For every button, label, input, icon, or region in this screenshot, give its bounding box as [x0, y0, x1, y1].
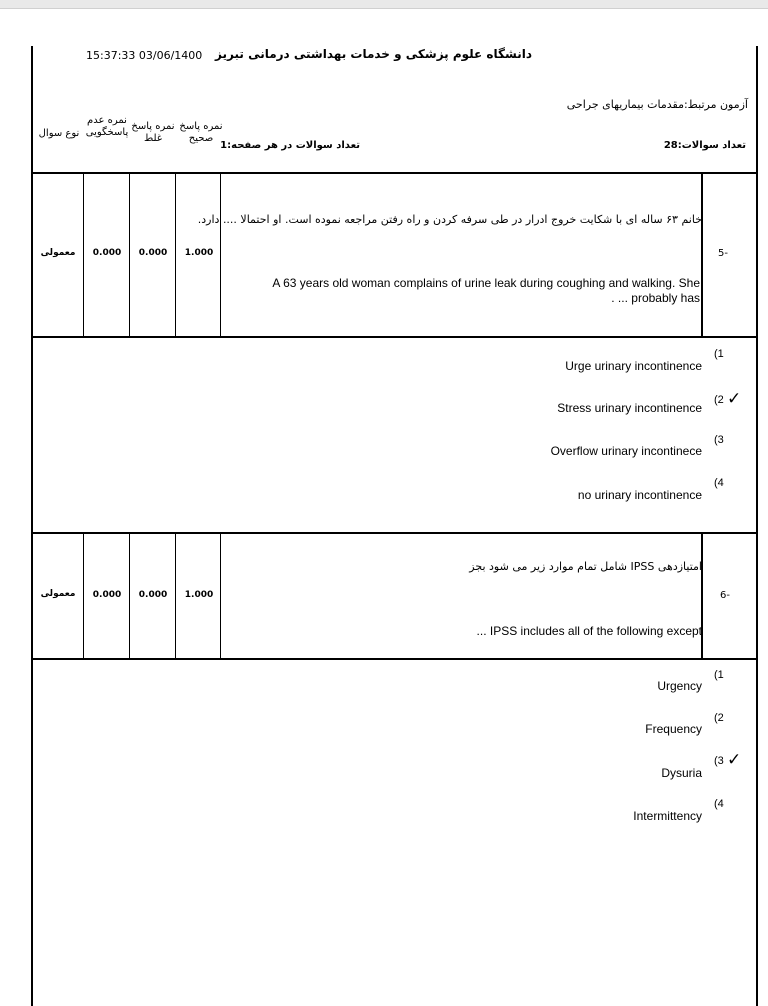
q6-option-2-number: (2 [714, 712, 724, 724]
question-6-correct-score: 1.000 [184, 590, 214, 600]
q5-option-4-text[interactable]: no urinary incontinence [577, 488, 702, 502]
column-header-no-answer: نمره عدم پاسخگویی [85, 115, 129, 138]
column-header-correct: نمره پاسخ صحیح [179, 121, 223, 144]
question-6-no-answer-score: 0.000 [92, 590, 122, 600]
question-count: تعداد سوالات:28 [663, 140, 746, 151]
q5-option-1-text[interactable]: Urge urinary incontinence [565, 359, 702, 373]
question-5-number: 5- [718, 248, 728, 259]
q6-option-4-text[interactable]: Intermittency [633, 809, 702, 823]
q6-option-4-number: (4 [714, 798, 724, 810]
q5-option-1-number: (1 [714, 348, 724, 360]
q6-option-3-number: (3 [714, 755, 724, 767]
timestamp: 15:37:33 03/06/1400 [86, 49, 203, 62]
q5-option-4-number: (4 [714, 477, 724, 489]
q5-option-2-text[interactable]: Stress urinary incontinence [557, 401, 702, 415]
question-5-type: معمولی [40, 248, 76, 258]
page-frame [31, 46, 758, 1006]
question-6-type: معمولی [40, 589, 76, 599]
question-6-text-fa: امتیازدهی IPSS شامل تمام موارد زیر می شود بجز [469, 560, 702, 573]
divider [701, 172, 703, 337]
question-6-wrong-score: 0.000 [138, 590, 168, 600]
q6-option-3-text[interactable]: Dysuria [661, 766, 702, 780]
q5-option-3-number: (3 [714, 434, 724, 446]
question-5-no-answer-score: 0.000 [92, 248, 122, 258]
question-5-text-fa: خانم ۶۳ ساله ای با شکایت خروج ادرار در طی سرفه کردن و راه رفتن مراجعه نموده است. او احتمالا .... دارد. [197, 213, 702, 226]
q6-option-2-text[interactable]: Frequency [645, 722, 702, 736]
university-title: دانشگاه علوم پزشکی و خدمات بهداشتی درمانی تبریز [215, 47, 532, 61]
questions-per-page: تعداد سوالات در هر صفحه:1 [220, 140, 360, 151]
divider [701, 532, 703, 659]
question-5-text-en-line1: A 63 years old woman complains of urine leak during coughing and walking. She [272, 276, 700, 290]
exam-subject: آزمون مرتبط:مقدمات بیماریهای جراحی [566, 98, 748, 111]
q5-option-2-number: (2 [714, 394, 724, 406]
q5-correct-check-icon: ✓ [727, 389, 742, 409]
question-5-bottom-border [31, 336, 758, 338]
question-6-top-border [31, 532, 758, 534]
question-6-bottom-border [31, 658, 758, 660]
q6-correct-check-icon: ✓ [727, 750, 742, 770]
q6-option-1-number: (1 [714, 669, 724, 681]
question-5-correct-score: 1.000 [184, 248, 214, 258]
column-header-type: نوع سوال [38, 128, 80, 139]
q6-option-1-text[interactable]: Urgency [657, 679, 702, 693]
column-header-wrong: نمره پاسخ غلط [131, 121, 175, 144]
question-5-wrong-score: 0.000 [138, 248, 168, 258]
q5-option-3-text[interactable]: Overflow urinary incontinece [550, 444, 702, 458]
question-5-text-en-line2: probably has ... . [611, 291, 700, 305]
question-6-number: 6- [720, 590, 730, 601]
question-6-text-en: IPSS includes all of the following except ... [476, 624, 702, 638]
question-5-top-border [31, 172, 758, 174]
window-top-strip [0, 0, 768, 9]
